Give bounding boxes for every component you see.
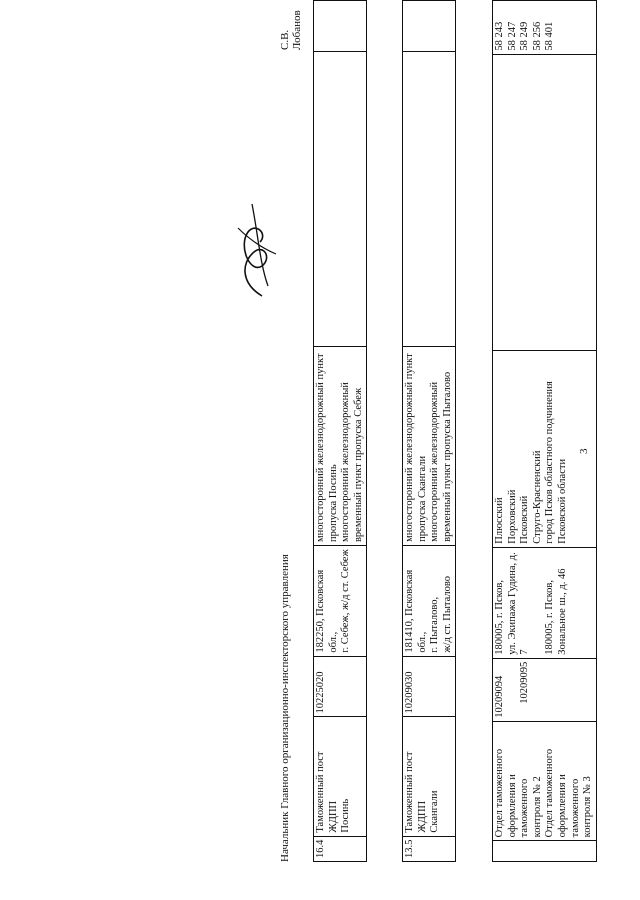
handwritten-signature [232,194,282,304]
territory: Плюсский Порховский Псковский Струго-Красненский город Псков областного подчинения Псковской области [493,351,597,547]
customs-code: 10209030 [403,656,456,717]
row-number: 16.4 [314,836,367,861]
phone-codes [314,1,367,52]
empty-cell [314,52,367,347]
row-number: 13.5 [403,836,456,861]
customs-table-block-3 [313,0,367,862]
department-name: Таможенный пост ЖДПП Скангали [403,717,456,836]
address: 181410, Псковская обл., г. Пыталово, ж/д ст. Пыталово [403,545,456,656]
customs-code: 10209094 [494,675,505,718]
territory: многосторонний железнодорожный пункт пропуска Скангали многосторонний железнодорожный временный пункт пропуска Пыталово [403,346,456,545]
signatory-role: Начальник Главного организационно-инспекторского управления [279,554,291,862]
table-row [314,1,367,862]
page-number: 3 [578,448,590,454]
address: 182250, Псковская обл., г. Себеж, ж/д ст. Себеж [314,546,367,657]
table-row [403,1,456,862]
row-number [493,841,597,862]
signatory-name: С.В. Лобанов [279,10,303,50]
address: 180005, г. Псков, ул. Экипажа Гудина, д. 7 180005, г. Псков, Зональное ш., д. 46 [493,547,597,658]
phone-codes [403,1,456,52]
customs-code-secondary: 10209095 [518,661,530,704]
customs-table-block-2 [402,0,456,862]
department-name: Таможенный пост ЖДПП Посинь [314,717,367,836]
empty-cell [403,52,456,347]
table-row [493,1,597,862]
customs-code-cell [493,658,597,721]
empty-cell [493,54,597,351]
department-name: Отдел таможенного оформления и таможенного контроля № 2 Отдел таможенного оформления и таможенного контроля № 3 [493,721,597,841]
customs-table-block-1 [492,0,597,862]
phone-codes: 58 243 58 247 58 249 58 256 58 401 [493,1,597,55]
territory: многосторонний железнодорожный пункт пропуска Посинь многосторонний железнодорожный временный пункт пропуска Себеж [314,346,367,545]
customs-code: 10225020 [314,656,367,717]
